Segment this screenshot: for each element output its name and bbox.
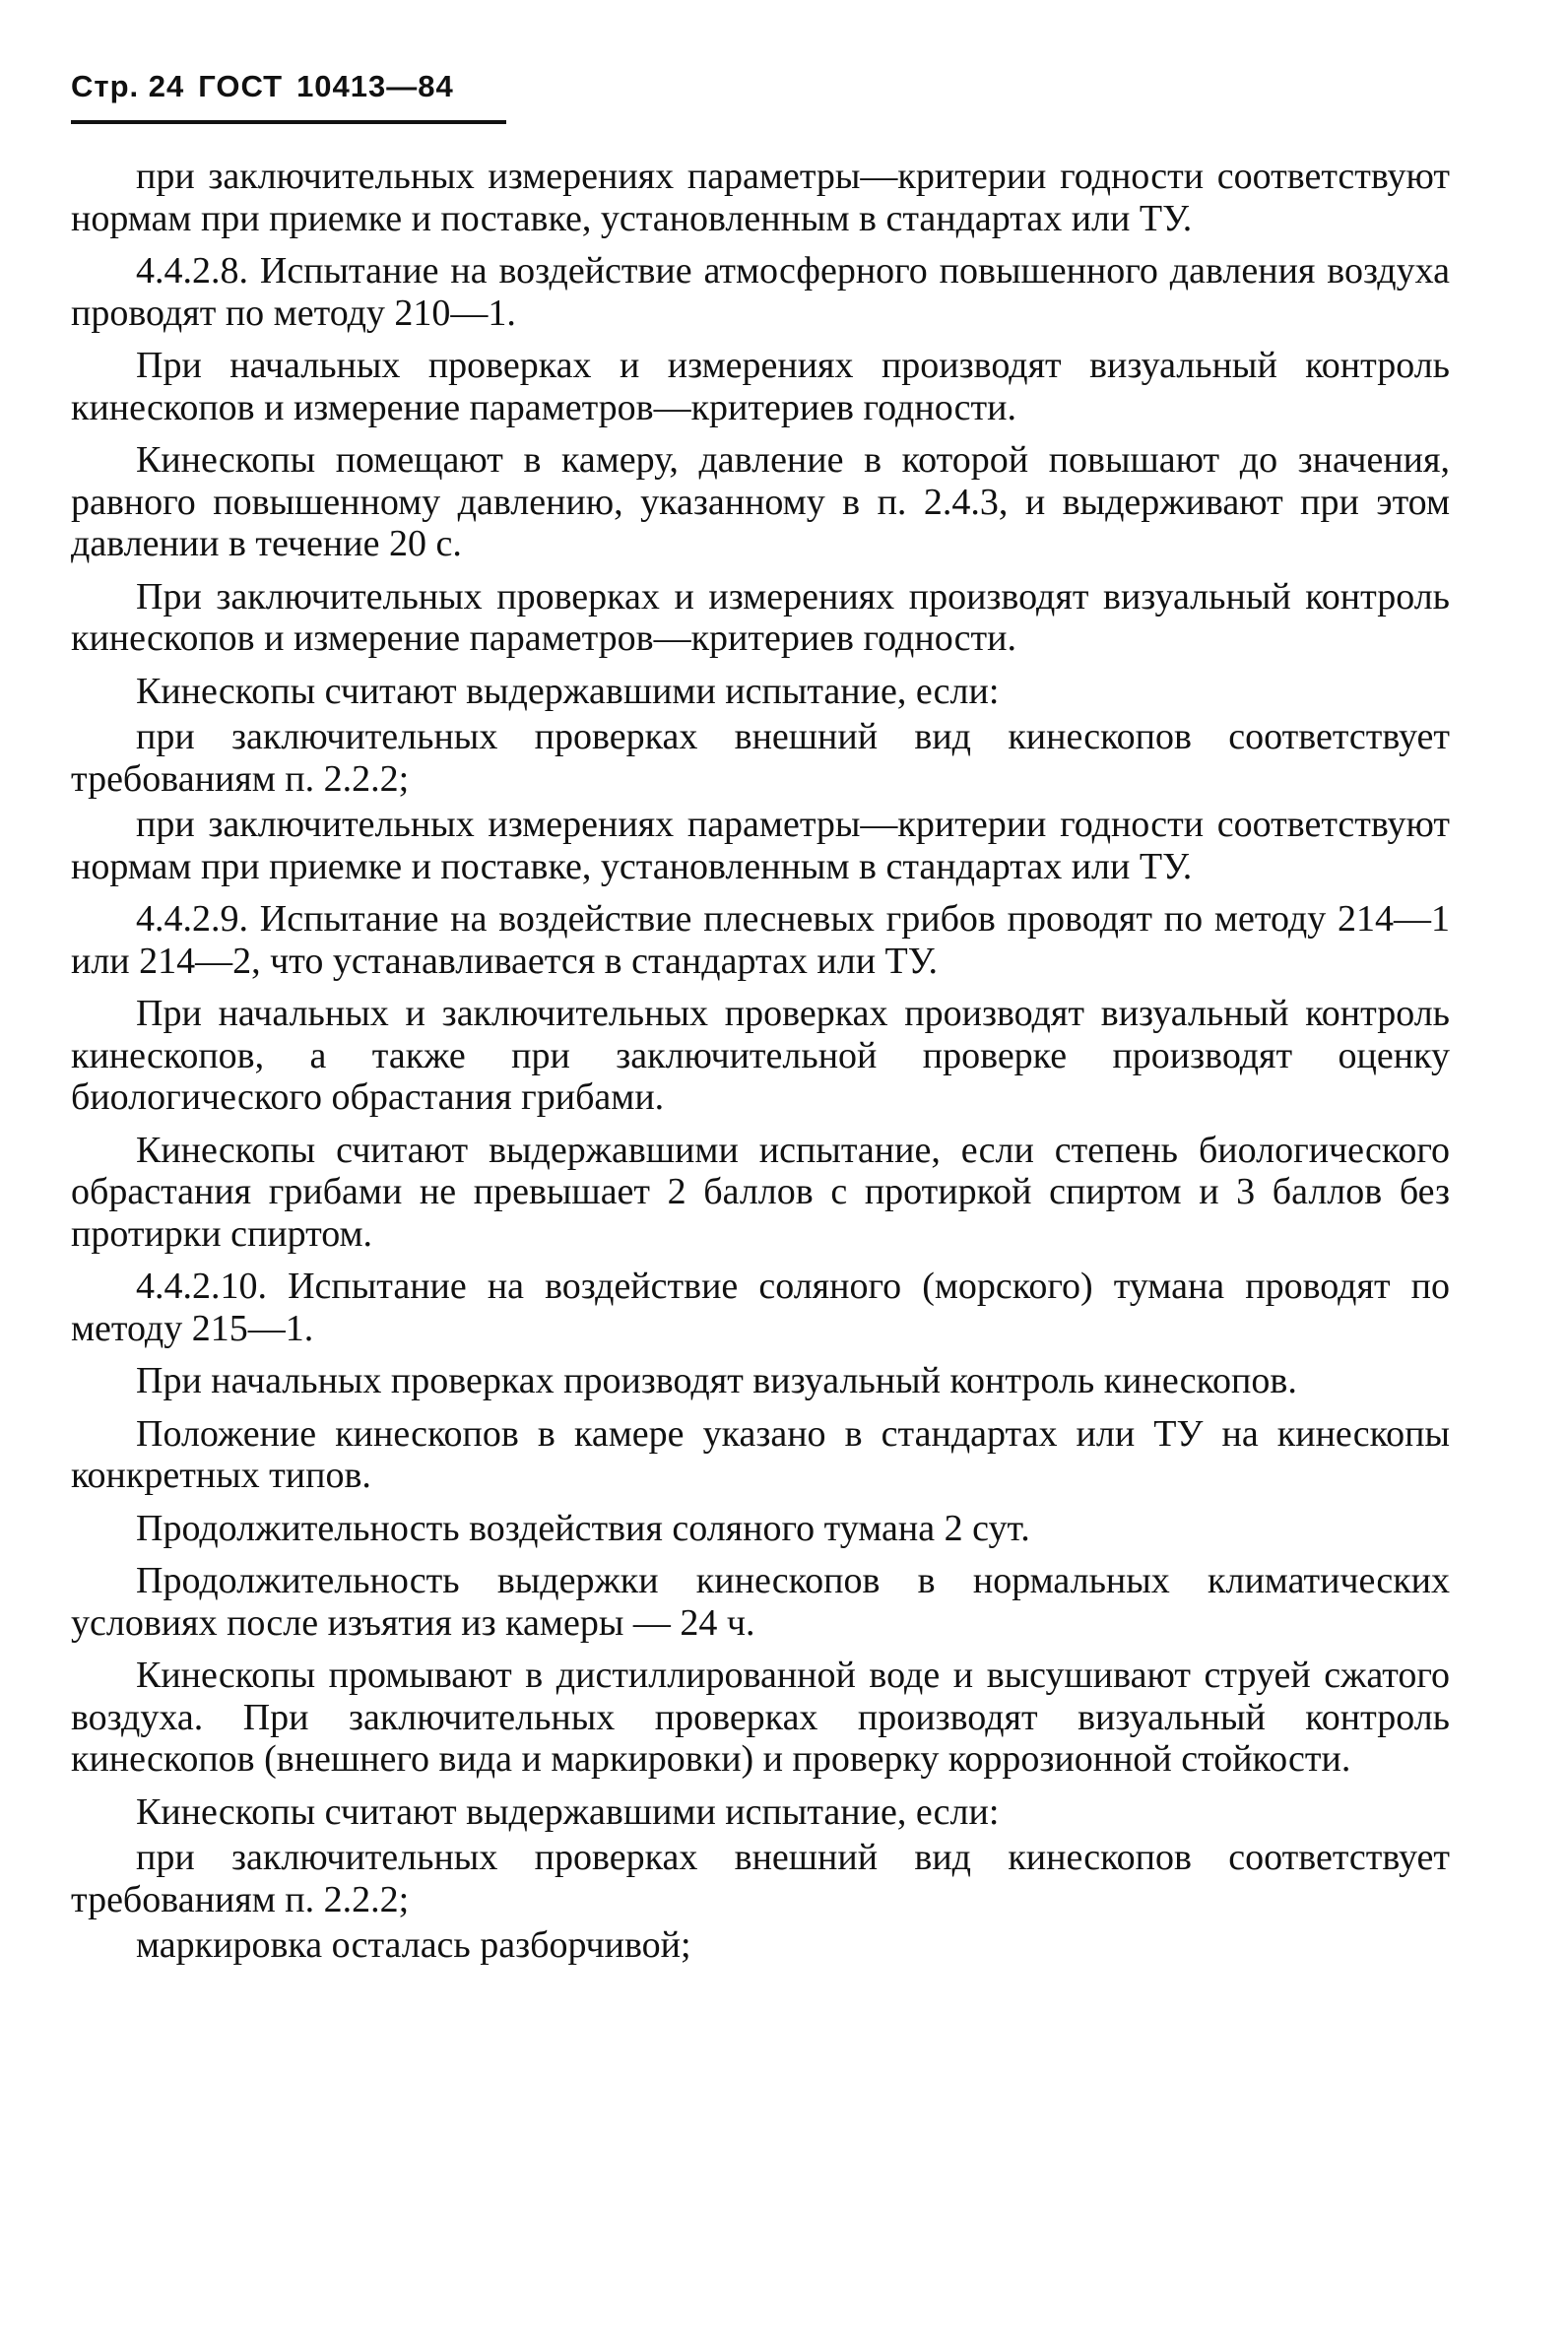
standard-number: 10413—84 [296, 69, 454, 103]
paragraph: Кинескопы считают выдержавшими испытание, если: [136, 670, 1000, 712]
paragraph: при заключительных измерениях параметры—критерии годности соответствуют нормам при приемке и поставке, установленным в стандартах или ТУ. [71, 804, 1450, 887]
standard-label: ГОСТ [198, 69, 284, 103]
paragraph: При начальных проверках и измерениях производят визуальный контроль кинескопов и измерение параметров—критериев годности. [71, 345, 1450, 428]
paragraph: 4.4.2.8. Испытание на воздействие атмосферного повышенного давления воздуха проводят по методу 210—1. [71, 250, 1450, 334]
paragraph: Положение кинескопов в камере указано в стандартах или ТУ на кинескопы конкретных типов. [71, 1412, 1450, 1496]
paragraph: при заключительных измерениях параметры—критерии годности соответствуют нормам при приемке и поставке, установленным в стандартах или ТУ. [71, 156, 1450, 239]
paragraph: Кинескопы считают выдержавшими испытание, если: [136, 1790, 1000, 1833]
header-rule [71, 120, 506, 124]
paragraph: Продолжительность воздействия соляного тумана 2 сут. [136, 1507, 1030, 1549]
page-label: Стр. 24 [71, 69, 185, 103]
paragraph: 4.4.2.9. Испытание на воздействие плесневых грибов проводят по методу 214—1 или 214—2, что устанавливается в стандартах или ТУ. [71, 898, 1450, 982]
paragraph: при заключительных проверках внешний вид кинескопов соответствует требованиям п. 2.2.2; [71, 716, 1450, 800]
paragraph: При начальных и заключительных проверках производят визуальный контроль кинескопов, а также при заключительной проверке производят оценку биологического обрастания грибами. [71, 993, 1450, 1118]
paragraph: При начальных проверках производят визуальный контроль кинескопов. [136, 1360, 1297, 1401]
running-header [71, 69, 468, 104]
paragraph: 4.4.2.10. Испытание на воздействие соляного (морского) тумана проводят по методу 215—1. [71, 1266, 1450, 1349]
paragraph: при заключительных проверках внешний вид кинескопов соответствует требованиям п. 2.2.2; [71, 1837, 1450, 1920]
body-text [71, 156, 1450, 1978]
paragraph: маркировка осталась разборчивой; [136, 1924, 691, 1966]
paragraph: При заключительных проверках и измерениях производят визуальный контроль кинескопов и измерение параметров—критериев годности. [71, 575, 1450, 659]
paragraph: Кинескопы считают выдержавшими испытание, если степень биологического обрастания грибами не превышает 2 баллов с протиркой спиртом и 3 баллов без протирки спиртом. [71, 1129, 1450, 1255]
paragraph: Продолжительность выдержки кинескопов в нормальных климатических условиях после изъятия из камеры — 24 ч. [71, 1560, 1450, 1644]
paragraph: Кинескопы помещают в камеру, давление в которой повышают до значения, равного повышенному давлению, указанному в п. 2.4.3, и выдерживают при этом давлении в течение 20 с. [71, 439, 1450, 564]
paragraph: Кинескопы промывают в дистиллированной воде и высушивают струей сжатого воздуха. При заключительных проверках производят визуальный контроль кинескопов (внешнего вида и маркировки) и проверку коррозионной стойкости. [71, 1655, 1450, 1780]
